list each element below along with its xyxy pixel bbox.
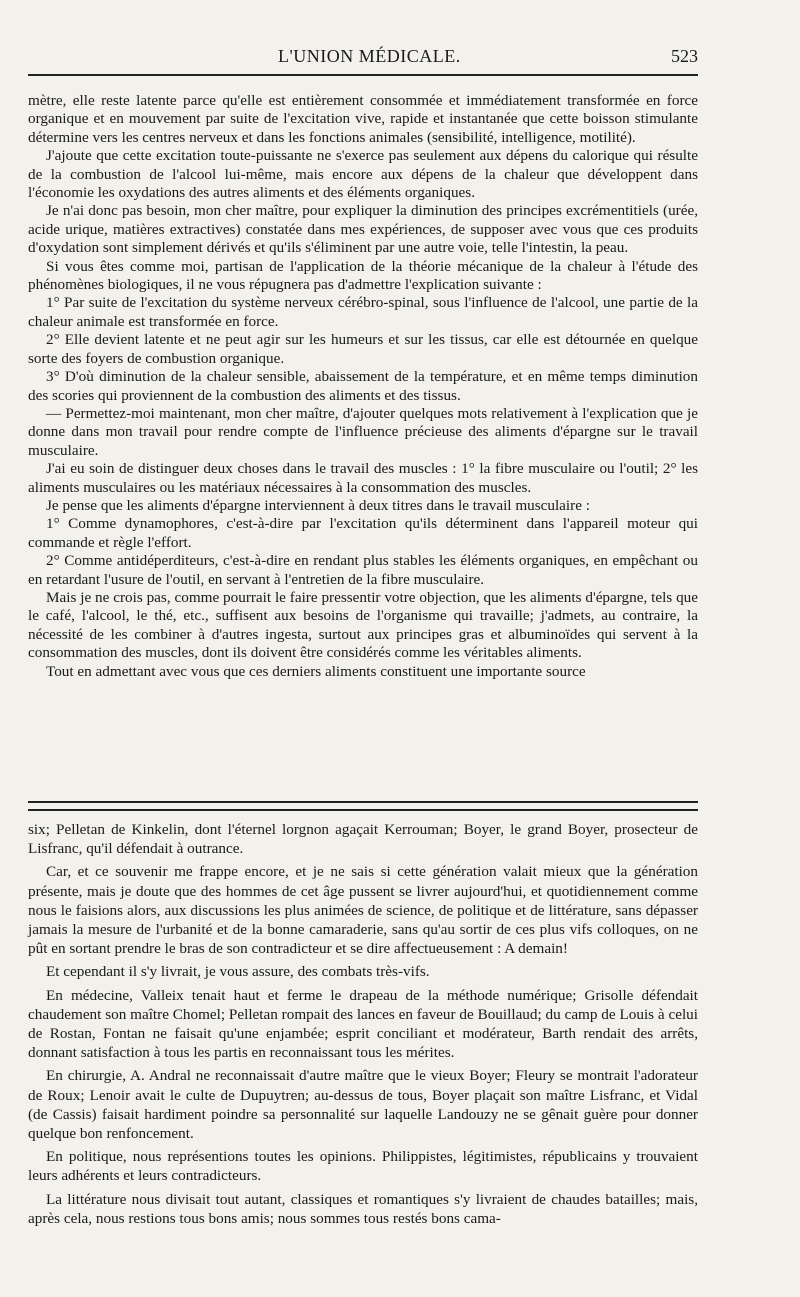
paragraph: six; Pelletan de Kinkelin, dont l'éternel lorgnon agaçait Kerrouman; Boyer, le grand Boyer, prosecteur de Lisfranc, qu'il défendait à outrance. xyxy=(28,821,698,858)
paragraph: 1° Comme dynamophores, c'est-à-dire par l'excitation qu'ils déterminent dans l'appareil moteur qui commande et règle l'effort. xyxy=(28,515,698,551)
main-text xyxy=(28,92,698,681)
page-header xyxy=(28,46,698,76)
paragraph: En politique, nous représentions toutes les opinions. Philippistes, légitimistes, républicains y trouvaient leurs adhérents et leurs contradicteurs. xyxy=(28,1148,698,1185)
feuilleton-text xyxy=(28,820,698,1228)
paragraph: Si vous êtes comme moi, partisan de l'application de la théorie mécanique de la chaleur à l'étude des phénomènes biologiques, il ne vous répugnera pas d'admettre l'explication suivante : xyxy=(28,257,698,294)
paragraph: — Permettez-moi maintenant, mon cher maître, d'ajouter quelques mots relativement à l'explication que je donne dans mon travail pour rendre compte de l'influence précieuse des aliments d'épargne sur le travail musculaire. xyxy=(28,404,698,459)
paragraph: Car, et ce souvenir me frappe encore, et je ne sais si cette génération valait mieux que la génération présente, mais je doute que des hommes de cet âge pussent se livrer aujourd'hui, et quotidiennement comme nous le faisions alors, aux discussions les plus animées de science, de politique et de littérature, sans dépasser jamais la mesure de l'urbanité et de la bonne camaraderie, sans qu'au sortir de ces plus vifs colloques, on ne pût en sortant prendre le bras de son contradicteur et se dire affectueusement : A demain! xyxy=(28,863,698,958)
paragraph: Je n'ai donc pas besoin, mon cher maître, pour expliquer la diminution des principes excrémentitiels (urée, acide urique, matières extractives) constatée dans mes expériences, de supposer avec vous que ces produits d'oxydation sont simplement dérivés et qu'ils s'éliminent par une autre voie, telle l'intestin, la peau. xyxy=(28,202,698,257)
page-number: 523 xyxy=(671,46,698,66)
paragraph: Et cependant il s'y livrait, je vous assure, des combats très-vifs. xyxy=(46,963,430,981)
section-divider xyxy=(28,801,698,811)
paragraph: mètre, elle reste latente parce qu'elle est entièrement consommée et immédiatement transformée en force organique et en mouvement par suite de l'excitation vive, rapide et instantanée que cette boisson stimulante détermine vers les centres nerveux et dans les fonctions animales (sensibilité, intelligence, motilité). xyxy=(28,92,698,146)
header-rule xyxy=(28,74,698,76)
paragraph: La littérature nous divisait tout autant, classiques et romantiques s'y livraient de chaudes batailles; mais, après cela, nous restions tous bons amis; nous sommes tous restés bons cama- xyxy=(28,1190,698,1227)
paragraph: En médecine, Valleix tenait haut et ferme le drapeau de la méthode numérique; Grisolle défendait chaudement son maître Chomel; Pelletan rompait des lances en faveur de Bouillaud; du camp de Louis à celui de Rostan, Fontan ne faisait qu'une enjambée; esprit conciliant et modérateur, Barth rendait des arrêts, donnant satisfaction à tous les partis en reconnaissant tous les mérites. xyxy=(28,986,698,1062)
paragraph: Je pense que les aliments d'épargne interviennent à deux titres dans le travail musculaire : xyxy=(46,496,590,514)
paragraph: 3° D'où diminution de la chaleur sensible, abaissement de la température, et en même temps diminution des scories qui proviennent de la combustion des aliments et des tissus. xyxy=(28,368,698,404)
paragraph: 2° Elle devient latente et ne peut agir sur les humeurs et sur les tissus, car elle est détournée en quelque sorte des foyers de combustion organique. xyxy=(28,331,698,367)
paragraph: J'ajoute que cette excitation toute-puissante ne s'exerce pas seulement aux dépens du calorique qui résulte de la combustion de l'alcool lui-même, mais encore aux dépens de la chaleur que développent dans l'économie les oxydations des autres aliments et des éléments organiques. xyxy=(28,147,698,202)
paragraph: Mais je ne crois pas, comme pourrait le faire pressentir votre objection, que les aliments d'épargne, tels que le café, l'alcool, le thé, etc., suffisent aux besoins de l'organisme qui travaille; j'admets, au contraire, la nécessité de les combiner à d'autres ingesta, surtout aux principes gras et albuminoïdes qui servent à la consommation des muscles, dont ils doivent être considérés comme les véritables aliments. xyxy=(28,588,698,662)
paragraph: Tout en admettant avec vous que ces derniers aliments constituent une importante source xyxy=(46,662,586,680)
running-title: L'UNION MÉDICALE. xyxy=(278,46,461,66)
paragraph: J'ai eu soin de distinguer deux choses dans le travail des muscles : 1° la fibre musculaire ou l'outil; 2° les aliments musculaires ou les matériaux nécessaires à la consommation des muscles. xyxy=(28,460,698,496)
paragraph: 2° Comme antidéperditeurs, c'est-à-dire en rendant plus stables les éléments organiques, en empêchant ou en retardant l'usure de l'outil, en servant à l'entretien de la fibre musculaire. xyxy=(28,552,698,588)
paragraph: En chirurgie, A. Andral ne reconnaissait d'autre maître que le vieux Boyer; Fleury se montrait l'adorateur de Roux; Lenoir avait le culte de Dupuytren; au-dessus de tous, Boyer plaçait son maître Lisfranc, et Vidal (de Cassis) faisait hardiment poindre sa personnalité sur laquelle Landouzy ne se gênait guère pour donner quelque bon renfoncement. xyxy=(28,1067,698,1143)
paragraph: 1° Par suite de l'excitation du système nerveux cérébro-spinal, sous l'influence de l'alcool, une partie de la chaleur animale est transformée en force. xyxy=(28,294,698,330)
